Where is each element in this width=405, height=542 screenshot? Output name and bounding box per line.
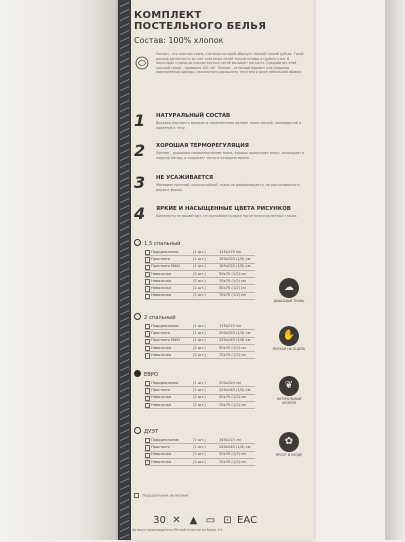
feature-text: Высокая плотность волокон и переплетения делают ткань мягкой, шелковистой и приятной к телу. (156, 121, 302, 130)
size-table (145, 323, 255, 359)
item-qty: (1 шт.) (193, 444, 206, 449)
item-name: Простыня MAXI (151, 338, 180, 343)
item-qty: (2 шт.) (193, 395, 206, 400)
item-name: Наволочка (151, 352, 172, 357)
item-name: Наволочка (151, 271, 172, 276)
table-row (145, 352, 255, 359)
care-symbol-icon: ✕ (172, 515, 181, 526)
row-checkbox (145, 331, 150, 336)
row-checkbox (145, 453, 150, 458)
size-table (145, 380, 255, 409)
item-name: Наволочка (151, 452, 172, 457)
badge-icon: ☁ (279, 278, 299, 298)
item-name: Наволочка (151, 293, 172, 298)
feature-title: ХОРОШАЯ ТЕРМОРЕГУЛЯЦИЯ (156, 143, 249, 149)
row-checkbox (145, 353, 150, 358)
item-name: Наволочка (151, 402, 172, 407)
item-qty: (2 шт.) (193, 437, 206, 442)
background-right (385, 0, 405, 540)
intro-text: Поплин – это плотная ткань, плетение которой образует мелкий тонкий рубчик. Такой рельеф достигается за счёт сочетания нитей тонкой основы и грубого утка. В некоторые страны во многом взяться нитей вызывает мягкость. Средний вес этой прочной ткани – примерно 100 г/м². Поплин – отличный вариант для создания повседневной одежды, изысканного домашнего текстиля и даже небольшой обивки. (156, 52, 304, 75)
item-name: Наволочка (151, 345, 172, 350)
feature-badge (272, 432, 306, 458)
item-name: Наволочка (151, 278, 172, 283)
item-size: 70х70 (1/2) см (219, 459, 246, 464)
item-qty: (1 шт.) (193, 264, 206, 269)
feature-number: 1 (134, 111, 146, 130)
item-name: Пододеяльник (151, 323, 179, 328)
table-row (145, 387, 255, 394)
row-checkbox (145, 286, 150, 291)
item-size: 220х240 (1/5) см (219, 387, 251, 392)
row-checkbox (145, 381, 150, 386)
item-size: 70х70 (1/2) см (219, 402, 246, 407)
size-label: 2 спальный (144, 315, 176, 321)
item-qty: (2 шт.) (193, 459, 206, 464)
item-qty: (1 шт.) (193, 387, 206, 392)
size-label: ЕВРО (144, 372, 159, 378)
feature-title: НЕ УСАЖИВАЕТСЯ (156, 175, 214, 181)
thread-icon (134, 55, 150, 71)
size-table (145, 437, 255, 466)
background-left (0, 0, 118, 540)
item-size: 70х70 (1/2) см (219, 293, 246, 298)
row-checkbox (145, 396, 150, 401)
item-size: 175х215 см (219, 323, 241, 328)
row-checkbox (145, 339, 150, 344)
item-qty: (2 шт.) (193, 286, 206, 291)
item-qty: (2 шт.) (193, 402, 206, 407)
care-icons (152, 508, 312, 524)
badge-text: МЯГКАЯ НА ОЩУПЬ (272, 347, 306, 351)
care-symbol-icon: 30 (153, 515, 166, 526)
item-size: 220х240 (1/4) см (219, 444, 251, 449)
feature-text: Поплин – дышащая гипоаллергенная ткань, хорошо пропускает влагу, охлаждает в жаркую погоду и сохраняет тепло в холодное время. (156, 151, 305, 160)
item-qty: (2 шт.) (193, 271, 206, 276)
badge-icon: ❦ (279, 376, 299, 396)
item-size: 70х70 (1/2) см (219, 352, 246, 357)
feature-title: ЯРКИЕ И НАСЫЩЕННЫЕ ЦВЕТА РИСУНКОВ (156, 206, 291, 212)
feature-number: 4 (134, 204, 146, 223)
item-qty: (2 шт.) (193, 345, 206, 350)
row-checkbox (145, 438, 150, 443)
item-name: Простыня (151, 330, 170, 335)
size-option-1 (134, 239, 181, 247)
item-size: 50х70 (1/2) см (219, 286, 246, 291)
row-checkbox (145, 460, 150, 465)
size-option-3 (134, 370, 158, 378)
table-row (145, 459, 255, 466)
care-symbol-icon: ▭ (205, 515, 216, 526)
care-symbol-icon: ЕАС (237, 515, 258, 526)
item-name: Простыня (151, 387, 170, 392)
item-size: 50х70 (1/2) см (219, 452, 246, 457)
item-name: Наволочка (151, 459, 172, 464)
item-qty: (1 шт.) (193, 380, 206, 385)
table-row (145, 271, 255, 278)
badge-text: ДЫШАЩАЯ ТКАНЬ (273, 299, 305, 303)
size-table (145, 249, 255, 300)
product-label-card (118, 0, 314, 540)
item-qty: (1 шт.) (193, 323, 206, 328)
size-label: 1,5 спальный (144, 241, 181, 247)
twisted-cord-spine (118, 0, 131, 540)
row-checkbox (145, 388, 150, 393)
bottom-text: Артикул производителя Лёгкий отмотки на базах 1% (132, 528, 223, 532)
feature-number: 2 (134, 141, 146, 160)
item-size: 165х220 (1/5) см (219, 264, 251, 269)
row-checkbox (145, 294, 150, 299)
item-name: Простыня (151, 444, 170, 449)
item-qty: (1 шт.) (193, 256, 206, 261)
table-row (145, 264, 255, 271)
radio-icon (134, 313, 141, 320)
item-size: 70х70 (1/2) см (219, 278, 246, 283)
item-qty: (1 шт.) (193, 338, 206, 343)
item-qty: (1 шт.) (193, 249, 206, 254)
badge-text: ПРОСТ В УХОДЕ (275, 453, 303, 457)
item-name: Пододеяльник (151, 380, 179, 385)
row-checkbox (145, 272, 150, 277)
table-row (145, 278, 255, 285)
footnote-checkbox (134, 493, 139, 498)
item-size: 150х220 (1/5) см (219, 256, 251, 261)
table-row (145, 395, 255, 402)
item-qty: (2 шт.) (193, 352, 206, 357)
label-content (132, 0, 312, 540)
item-size: 200х220 (1/4) см (219, 330, 251, 335)
badge-icon: ✿ (279, 432, 299, 452)
table-row (145, 285, 255, 292)
size-label: ДУЭТ (144, 429, 159, 435)
row-checkbox (145, 346, 150, 351)
table-row (145, 256, 255, 263)
item-name: Пододеяльник (151, 249, 179, 254)
row-checkbox (145, 265, 150, 270)
badge-icon: ✋ (279, 326, 299, 346)
feature-text: Комплекты не выцветают, не скатываются даже после многочисленных стирок. (156, 214, 298, 218)
table-row (145, 444, 255, 451)
table-row (145, 293, 255, 300)
table-row (145, 338, 255, 345)
cord-twist (120, 534, 129, 542)
item-name: Наволочка (151, 395, 172, 400)
item-size: 220х240 (1/4) см (219, 338, 251, 343)
item-size: 145х215 см (219, 249, 241, 254)
size-option-2 (134, 313, 176, 321)
table-row (145, 380, 255, 387)
footnote: Пододеяльник на молнии (134, 492, 189, 497)
table-row (145, 452, 255, 459)
row-checkbox (145, 445, 150, 450)
feature-badge (272, 326, 306, 352)
row-checkbox (145, 250, 150, 255)
row-checkbox (145, 403, 150, 408)
item-qty: (1 шт.) (193, 330, 206, 335)
table-row (145, 345, 255, 352)
care-symbol-icon: ⊡ (223, 515, 232, 526)
item-name: Пододеяльник (151, 437, 179, 442)
feature-badge (272, 376, 306, 406)
feature-badge (272, 278, 306, 304)
item-qty: (2 шт.) (193, 278, 206, 283)
table-row (145, 437, 255, 444)
item-size: 50х70 (1/2) см (219, 345, 246, 350)
feature-title: НАТУРАЛЬНЫЙ СОСТАВ (156, 113, 231, 119)
table-row (145, 330, 255, 337)
radio-icon (134, 239, 141, 246)
item-size: 50х70 (1/2) см (219, 395, 246, 400)
item-qty: (2 шт.) (193, 293, 206, 298)
item-size: 145х215 см (219, 437, 241, 442)
item-name: Простыня (151, 256, 170, 261)
badge-text: НАТУРАЛЬНЫЙ ХЛОПОК (276, 397, 302, 405)
composition: Состав: 100% хлопок (134, 36, 224, 45)
table-row (145, 402, 255, 409)
item-name: Наволочка (151, 286, 172, 291)
page-title: КОМПЛЕКТ ПОСТЕЛЬНОГО БЕЛЬЯ (134, 10, 267, 32)
feature-number: 3 (134, 173, 146, 192)
radio-icon (134, 370, 141, 377)
table-row (145, 323, 255, 330)
row-checkbox (145, 279, 150, 284)
feature-text: Материал прочный, износостойкий, ткань не деформируется, не растягивается и держит форму. (156, 183, 300, 192)
row-checkbox (145, 324, 150, 329)
row-checkbox (145, 257, 150, 262)
item-name: Простыня MAXI (151, 264, 180, 269)
item-size: 200х220 см (219, 380, 241, 385)
care-symbol-icon: ▲ (189, 515, 198, 526)
table-row (145, 249, 255, 256)
size-option-4 (134, 427, 158, 435)
item-size: 50х70 (1/2) см (219, 271, 246, 276)
item-qty: (2 шт.) (193, 452, 206, 457)
radio-icon (134, 427, 141, 434)
